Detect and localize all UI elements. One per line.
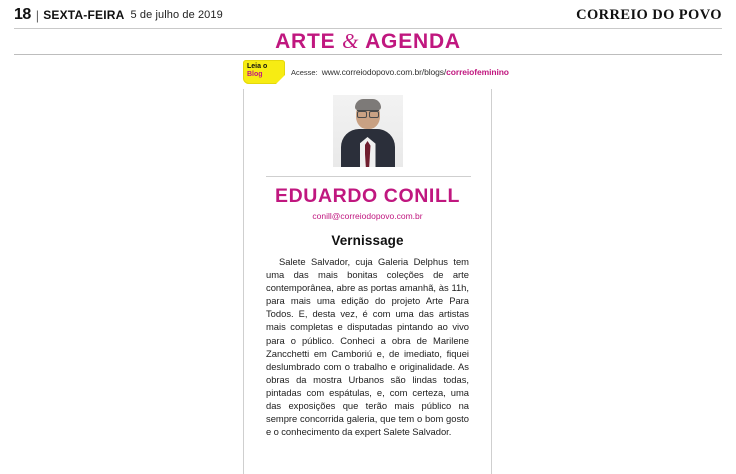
blog-url-highlight: correiofeminino [446, 67, 509, 77]
article-headline: Vernissage [331, 233, 404, 248]
author-portrait [333, 95, 403, 167]
section-header [14, 29, 722, 54]
glasses-icon [357, 110, 379, 116]
author-name: EDUARDO CONILL [275, 185, 460, 207]
section-divider [14, 54, 722, 55]
section-title-part1: ARTE [275, 30, 336, 53]
section-title-part2: AGENDA [365, 30, 461, 53]
blog-url-prefix: www.correiodopovo.com.br/blogs/ [321, 67, 447, 77]
portrait-hair [355, 99, 381, 110]
blog-banner[interactable] [243, 60, 509, 84]
masthead-weekday: SEXTA-FEIRA [43, 8, 125, 22]
newspaper-brand: CORREIO DO POVO [576, 6, 722, 23]
page-title [275, 29, 461, 54]
blog-badge-line2: Blog [247, 71, 263, 78]
article-column [243, 89, 492, 474]
blog-url[interactable] [322, 67, 509, 77]
masthead [0, 0, 736, 30]
byline-divider [266, 176, 471, 177]
section-title-ampersand: & [342, 29, 360, 53]
blog-badge-line1: Leia o [247, 63, 268, 70]
masthead-date: 5 de julho de 2019 [130, 9, 223, 21]
article-body: Salete Salvador, cuja Galeria Delphus tem uma das mais bonitas coleções de arte contemporânea, abre as portas amanhã, às 11h, para mais uma edição do projeto Arte Para Todos. E, desta vez, é com uma das artistas mais completas e disputadas pintando ao vivo para o público. Conheci a obra de Marilene Zancchetti em Camboriú e, de imediato, fiquei deslumbrado com o trabalho e originalidade. As obras da mostra Urbanos são lindas todas, pintadas com espátulas, e, com certeza, uma das exposições que terão mais público na sempre concorrida galeria, que tem o bom gosto e o conhecimento da expert Salete Salvador. [266, 256, 469, 438]
page-number: 18 [14, 6, 31, 23]
blog-acesse-label: Acesse: [291, 67, 318, 77]
author-email[interactable]: conill@correiodopovo.com.br [312, 211, 423, 221]
blog-badge-icon [243, 60, 285, 84]
page-fold-icon [276, 75, 285, 84]
masthead-separator: | [35, 7, 40, 23]
